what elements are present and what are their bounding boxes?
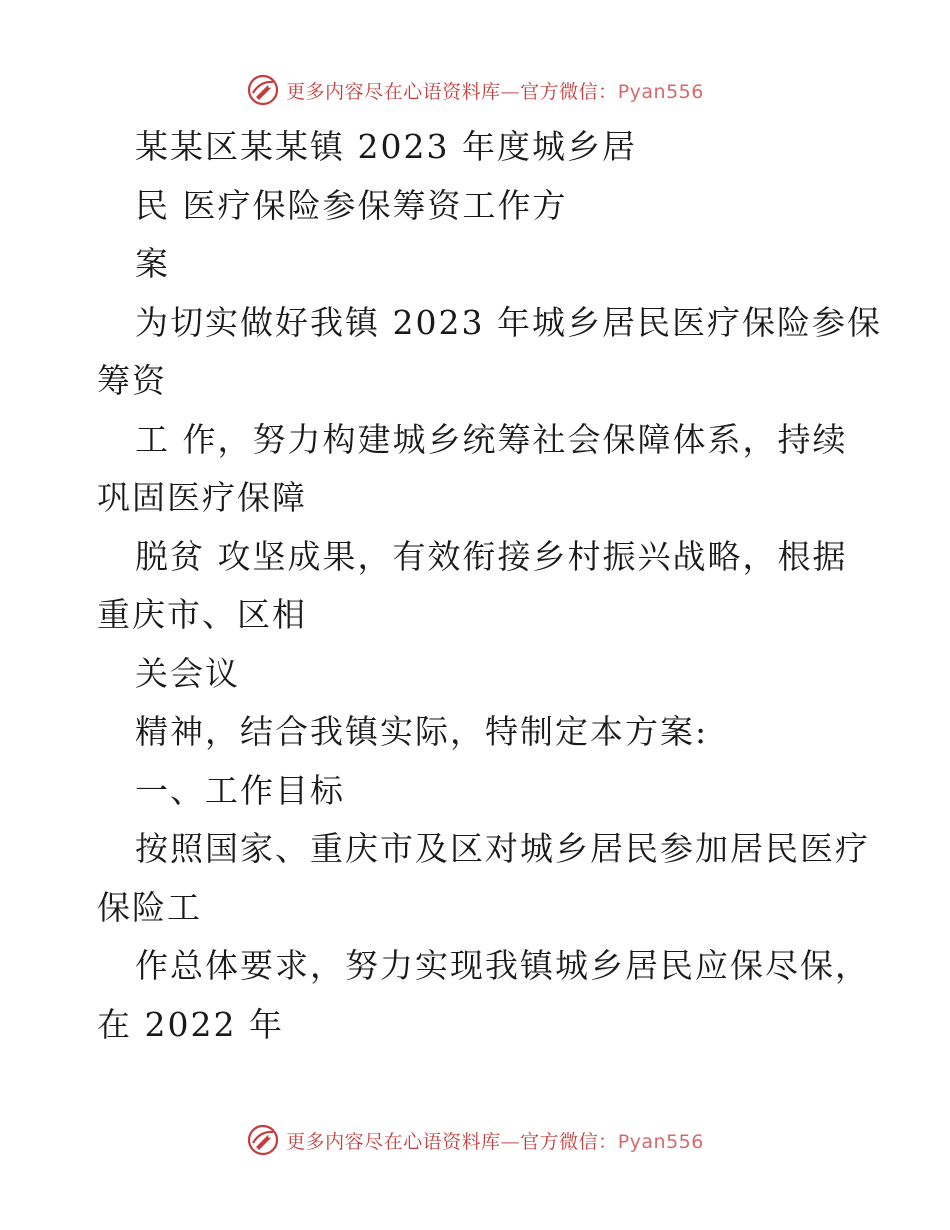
brand-logo-icon xyxy=(246,73,280,107)
text-line: 筹资 xyxy=(97,361,167,400)
text-line: 按照国家、重庆市及区对城乡居民参加居民医疗 xyxy=(135,829,870,868)
text-line: 重庆市、区相 xyxy=(97,595,307,634)
banner-contact-id: Pyan556 xyxy=(617,1130,704,1153)
document-body xyxy=(97,118,882,1054)
text-line: 巩固医疗保障 xyxy=(97,478,307,517)
text-line: 案 xyxy=(135,244,170,283)
text-line: 关会议 xyxy=(135,653,240,693)
text-line: 精神，结合我镇实际，特制定本方案: xyxy=(135,712,709,751)
text-line: 工 作，努力构建城乡统筹社会保障体系，持续 xyxy=(135,419,848,459)
text-line: 脱贫 攻坚成果，有效衔接乡村振兴战略，根据 xyxy=(135,536,848,576)
text-line: 保险工 xyxy=(97,887,202,927)
banner-contact-id: Pyan556 xyxy=(617,80,704,103)
text-line: 为切实做好我镇 2023 年城乡居民医疗保险参保 xyxy=(135,302,882,342)
banner-contact-label: 官方微信： xyxy=(520,1130,618,1153)
brand-logo-icon xyxy=(246,1123,280,1157)
banner-separator: — xyxy=(500,80,521,103)
banner-site-name: 更多内容尽在心语资料库 xyxy=(286,80,501,103)
banner-site-name: 更多内容尽在心语资料库 xyxy=(286,1130,501,1153)
banner-text xyxy=(286,1127,704,1154)
header-banner xyxy=(0,70,950,110)
banner-separator: — xyxy=(500,1130,521,1153)
banner-text xyxy=(286,77,704,104)
text-line: 作总体要求，努力实现我镇城乡居民应保尽保， xyxy=(135,946,870,985)
text-line: 一、工作目标 xyxy=(135,770,345,810)
text-line: 民 医疗保险参保筹资工作方 xyxy=(135,185,568,225)
footer-banner xyxy=(0,1120,950,1160)
banner-contact-label: 官方微信： xyxy=(520,80,618,103)
text-line: 在 2022 年 xyxy=(97,1004,284,1044)
text-line: 某某区某某镇 2023 年度城乡居 xyxy=(135,127,637,166)
